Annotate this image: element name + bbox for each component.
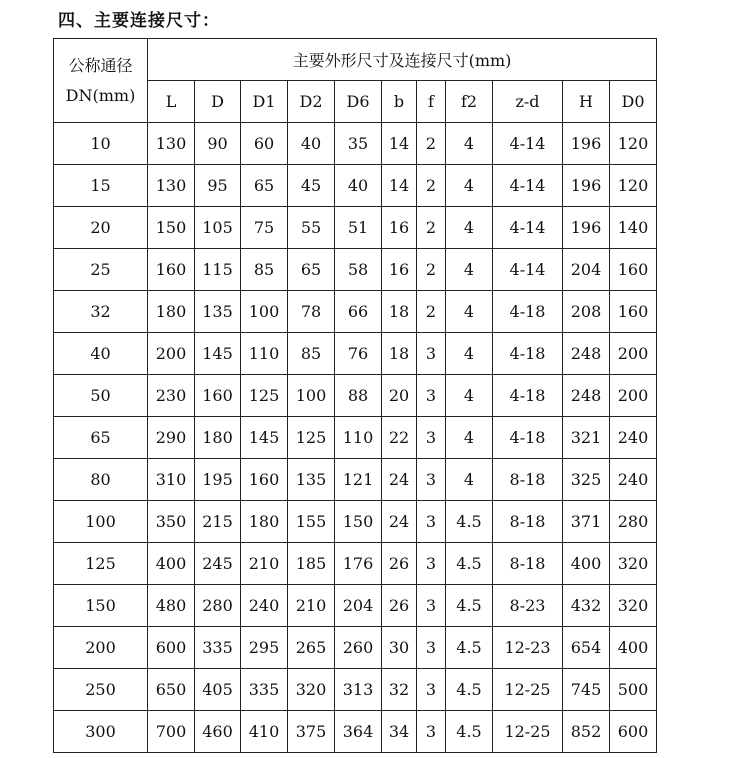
dn-cell: 50	[54, 375, 148, 417]
table-cell: 75	[241, 207, 288, 249]
table-cell: 4-14	[493, 249, 563, 291]
table-cell: 3	[417, 417, 446, 459]
table-cell: 26	[382, 585, 417, 627]
table-cell: 120	[610, 165, 657, 207]
table-cell: 3	[417, 459, 446, 501]
table-row	[54, 123, 657, 165]
table-cell: 4	[446, 165, 493, 207]
column-header: f	[417, 81, 446, 123]
table-cell: 8-23	[493, 585, 563, 627]
table-cell: 852	[563, 711, 610, 753]
dn-cell: 10	[54, 123, 148, 165]
table-cell: 654	[563, 627, 610, 669]
table-cell: 121	[335, 459, 382, 501]
table-row	[54, 333, 657, 375]
table-cell: 4-18	[493, 417, 563, 459]
dn-cell: 32	[54, 291, 148, 333]
table-cell: 95	[195, 165, 241, 207]
table-cell: 400	[148, 543, 195, 585]
table-cell: 60	[241, 123, 288, 165]
table-cell: 335	[195, 627, 241, 669]
table-cell: 200	[610, 375, 657, 417]
table-cell: 140	[610, 207, 657, 249]
table-cell: 76	[335, 333, 382, 375]
table-cell: 204	[335, 585, 382, 627]
table-cell: 180	[148, 291, 195, 333]
table-cell: 145	[241, 417, 288, 459]
table-cell: 321	[563, 417, 610, 459]
table-cell: 4.5	[446, 585, 493, 627]
table-cell: 460	[195, 711, 241, 753]
table-cell: 745	[563, 669, 610, 711]
dn-cell: 150	[54, 585, 148, 627]
table-cell: 350	[148, 501, 195, 543]
table-cell: 12-25	[493, 669, 563, 711]
table-cell: 4-18	[493, 375, 563, 417]
table-cell: 480	[148, 585, 195, 627]
table-cell: 410	[241, 711, 288, 753]
table-cell: 240	[241, 585, 288, 627]
table-cell: 4-18	[493, 291, 563, 333]
table-cell: 135	[288, 459, 335, 501]
table-cell: 248	[563, 375, 610, 417]
table-cell: 12-23	[493, 627, 563, 669]
table-cell: 4	[446, 333, 493, 375]
table-cell: 85	[288, 333, 335, 375]
table-cell: 160	[241, 459, 288, 501]
table-cell: 4-14	[493, 123, 563, 165]
table-cell: 320	[288, 669, 335, 711]
table-cell: 3	[417, 627, 446, 669]
table-cell: 4.5	[446, 711, 493, 753]
table-cell: 160	[610, 291, 657, 333]
table-cell: 280	[610, 501, 657, 543]
table-cell: 155	[288, 501, 335, 543]
table-row	[54, 669, 657, 711]
column-header: D6	[335, 81, 382, 123]
table-cell: 65	[288, 249, 335, 291]
dn-cell: 20	[54, 207, 148, 249]
column-header: D1	[241, 81, 288, 123]
table-cell: 2	[417, 291, 446, 333]
table-cell: 145	[195, 333, 241, 375]
column-header: b	[382, 81, 417, 123]
table-cell: 22	[382, 417, 417, 459]
table-cell: 195	[195, 459, 241, 501]
table-cell: 130	[148, 123, 195, 165]
table-row	[54, 417, 657, 459]
table-cell: 90	[195, 123, 241, 165]
table-cell: 180	[241, 501, 288, 543]
table-cell: 12-25	[493, 711, 563, 753]
table-cell: 120	[610, 123, 657, 165]
dn-cell: 250	[54, 669, 148, 711]
table-cell: 8-18	[493, 543, 563, 585]
table-cell: 35	[335, 123, 382, 165]
table-cell: 78	[288, 291, 335, 333]
table-cell: 240	[610, 459, 657, 501]
table-cell: 375	[288, 711, 335, 753]
table-cell: 18	[382, 333, 417, 375]
table-cell: 115	[195, 249, 241, 291]
table-cell: 4-14	[493, 165, 563, 207]
table-cell: 4.5	[446, 543, 493, 585]
table-cell: 176	[335, 543, 382, 585]
table-cell: 14	[382, 123, 417, 165]
table-cell: 4	[446, 291, 493, 333]
table-cell: 230	[148, 375, 195, 417]
table-cell: 320	[610, 585, 657, 627]
table-row	[54, 585, 657, 627]
dn-cell: 100	[54, 501, 148, 543]
table-cell: 85	[241, 249, 288, 291]
table-cell: 196	[563, 207, 610, 249]
table-cell: 125	[241, 375, 288, 417]
table-cell: 600	[610, 711, 657, 753]
table-row	[54, 291, 657, 333]
dn-cell: 40	[54, 333, 148, 375]
table-cell: 4	[446, 459, 493, 501]
table-cell: 2	[417, 165, 446, 207]
table-cell: 26	[382, 543, 417, 585]
table-body	[54, 123, 657, 753]
dimensions-table	[53, 38, 657, 753]
table-cell: 325	[563, 459, 610, 501]
table-cell: 405	[195, 669, 241, 711]
table-cell: 4.5	[446, 501, 493, 543]
table-cell: 3	[417, 711, 446, 753]
table-cell: 30	[382, 627, 417, 669]
table-row	[54, 501, 657, 543]
table-cell: 4	[446, 249, 493, 291]
table-cell: 200	[610, 333, 657, 375]
table-row	[54, 165, 657, 207]
table-cell: 204	[563, 249, 610, 291]
table-cell: 4.5	[446, 669, 493, 711]
dn-cell: 65	[54, 417, 148, 459]
table-cell: 14	[382, 165, 417, 207]
table-cell: 432	[563, 585, 610, 627]
table-cell: 335	[241, 669, 288, 711]
table-cell: 55	[288, 207, 335, 249]
column-header: D0	[610, 81, 657, 123]
table-cell: 290	[148, 417, 195, 459]
table-cell: 4-14	[493, 207, 563, 249]
table-cell: 88	[335, 375, 382, 417]
table-cell: 8-18	[493, 459, 563, 501]
table-cell: 150	[335, 501, 382, 543]
table-cell: 110	[241, 333, 288, 375]
table-cell: 210	[288, 585, 335, 627]
table-cell: 700	[148, 711, 195, 753]
table-cell: 40	[335, 165, 382, 207]
table-cell: 3	[417, 543, 446, 585]
table-cell: 3	[417, 669, 446, 711]
table-cell: 185	[288, 543, 335, 585]
table-cell: 18	[382, 291, 417, 333]
dn-cell: 80	[54, 459, 148, 501]
table-cell: 3	[417, 375, 446, 417]
table-cell: 34	[382, 711, 417, 753]
table-cell: 200	[148, 333, 195, 375]
table-cell: 320	[610, 543, 657, 585]
column-header: L	[148, 81, 195, 123]
column-header: D	[195, 81, 241, 123]
table-cell: 100	[241, 291, 288, 333]
nominal-diameter-header	[54, 39, 148, 123]
dn-cell: 125	[54, 543, 148, 585]
column-header: D2	[288, 81, 335, 123]
table-cell: 4	[446, 375, 493, 417]
table-cell: 371	[563, 501, 610, 543]
table-cell: 4-18	[493, 333, 563, 375]
table-row	[54, 543, 657, 585]
column-header: f2	[446, 81, 493, 123]
table-cell: 24	[382, 459, 417, 501]
table-cell: 650	[148, 669, 195, 711]
table-cell: 600	[148, 627, 195, 669]
table-cell: 2	[417, 207, 446, 249]
table-row	[54, 375, 657, 417]
dn-cell: 200	[54, 627, 148, 669]
table-row	[54, 711, 657, 753]
table-cell: 295	[241, 627, 288, 669]
table-cell: 110	[335, 417, 382, 459]
table-cell: 16	[382, 249, 417, 291]
table-cell: 150	[148, 207, 195, 249]
table-cell: 260	[335, 627, 382, 669]
table-cell: 4	[446, 417, 493, 459]
table-cell: 160	[610, 249, 657, 291]
table-cell: 3	[417, 501, 446, 543]
dn-cell: 15	[54, 165, 148, 207]
table-row	[54, 207, 657, 249]
table-cell: 4	[446, 207, 493, 249]
table-cell: 51	[335, 207, 382, 249]
column-header: z-d	[493, 81, 563, 123]
table-cell: 400	[610, 627, 657, 669]
table-cell: 500	[610, 669, 657, 711]
table-cell: 208	[563, 291, 610, 333]
table-cell: 24	[382, 501, 417, 543]
table-cell: 58	[335, 249, 382, 291]
table-cell: 215	[195, 501, 241, 543]
table-cell: 135	[195, 291, 241, 333]
section-heading: 四、主要连接尺寸：	[58, 11, 220, 31]
table-cell: 313	[335, 669, 382, 711]
corner-line-2: DN(mm)	[65, 85, 136, 105]
table-cell: 245	[195, 543, 241, 585]
table-cell: 130	[148, 165, 195, 207]
table-cell: 310	[148, 459, 195, 501]
dimensions-group-header: 主要外形尺寸及连接尺寸(mm)	[148, 39, 657, 81]
table-row	[54, 459, 657, 501]
table-cell: 125	[288, 417, 335, 459]
table-cell: 240	[610, 417, 657, 459]
table-cell: 2	[417, 249, 446, 291]
table-cell: 2	[417, 123, 446, 165]
table-row	[54, 627, 657, 669]
table-cell: 32	[382, 669, 417, 711]
table-cell: 210	[241, 543, 288, 585]
table-cell: 400	[563, 543, 610, 585]
table-cell: 180	[195, 417, 241, 459]
table-cell: 45	[288, 165, 335, 207]
table-cell: 3	[417, 585, 446, 627]
column-header: H	[563, 81, 610, 123]
table-cell: 248	[563, 333, 610, 375]
table-cell: 40	[288, 123, 335, 165]
table-cell: 160	[195, 375, 241, 417]
table-cell: 100	[288, 375, 335, 417]
table-cell: 196	[563, 165, 610, 207]
table-cell: 16	[382, 207, 417, 249]
corner-line-1: 公称通径	[68, 55, 133, 75]
dn-cell: 300	[54, 711, 148, 753]
table-cell: 105	[195, 207, 241, 249]
table-cell: 3	[417, 333, 446, 375]
table-cell: 4.5	[446, 627, 493, 669]
table-cell: 364	[335, 711, 382, 753]
table-cell: 8-18	[493, 501, 563, 543]
table-cell: 20	[382, 375, 417, 417]
table-cell: 4	[446, 123, 493, 165]
table-cell: 66	[335, 291, 382, 333]
table-row	[54, 249, 657, 291]
table-cell: 196	[563, 123, 610, 165]
dn-cell: 25	[54, 249, 148, 291]
table-cell: 280	[195, 585, 241, 627]
table-cell: 65	[241, 165, 288, 207]
table-cell: 265	[288, 627, 335, 669]
table-cell: 160	[148, 249, 195, 291]
